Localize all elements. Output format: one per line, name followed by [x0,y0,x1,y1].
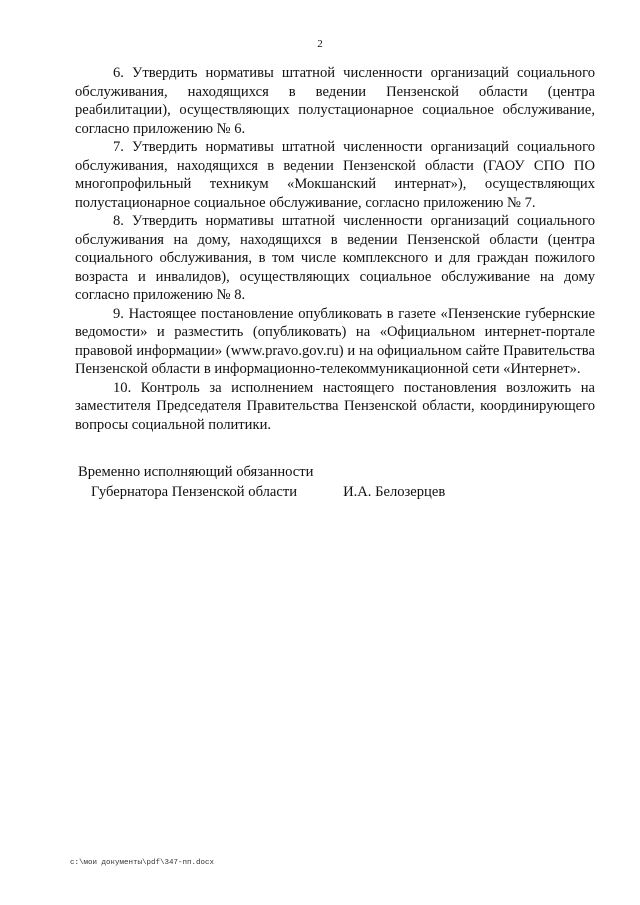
document-body [75,64,595,434]
signatory-name: И.А. Белозерцев [343,484,446,500]
paragraph-item-6: 6. Утвердить нормативы штатной численности организаций социального обслуживания, находящихся в ведении Пензенской области (центра реабилитации), осуществляющих полустационарное социальное обслуживание, согласно приложению № 6. [75,65,595,137]
signatory-title-line-1: Временно исполняющий обязанности [78,464,314,480]
paragraph-item-10: 10. Контроль за исполнением настоящего постановления возложить на заместителя Председателя Правительства Пензенской области, координирующего вопросы социальной политики. [75,379,595,433]
signatory-title-line-2: Губернатора Пензенской области [91,484,298,500]
paragraph-item-8: 8. Утвердить нормативы штатной численности организаций социального обслуживания на дому, находящихся в ведении Пензенской области (центра социального обслуживания, в том числе комплексного и для граждан пожилого возраста и инвалидов), осуществляющих социальное обслуживание на дому согласно приложению № 8. [75,213,595,303]
footer-file-path: c:\мои документы\pdf\347-пп.docx [70,859,215,867]
paragraph-item-9: 9. Настоящее постановление опубликовать в газете «Пензенские губернские ведомости» и разместить (опубликовать) на «Официальном интернет-портале правовой информации» (www.pravo.gov.ru) и на официальном сайте Правительства Пензенской области в информационно-телекоммуникационной сети «Интернет». [75,305,595,377]
signature-line [78,482,445,502]
page-number: 2 [317,38,323,50]
signature-block [78,462,445,502]
paragraph-item-7: 7. Утвердить нормативы штатной численности организаций социального обслуживания, находящихся в ведении Пензенской области (ГАОУ СПО ПО многопрофильный техникум «Мокшанский интернат»), осуществляющих полустационарное социальное обслуживание, согласно приложению № 7. [75,139,595,211]
